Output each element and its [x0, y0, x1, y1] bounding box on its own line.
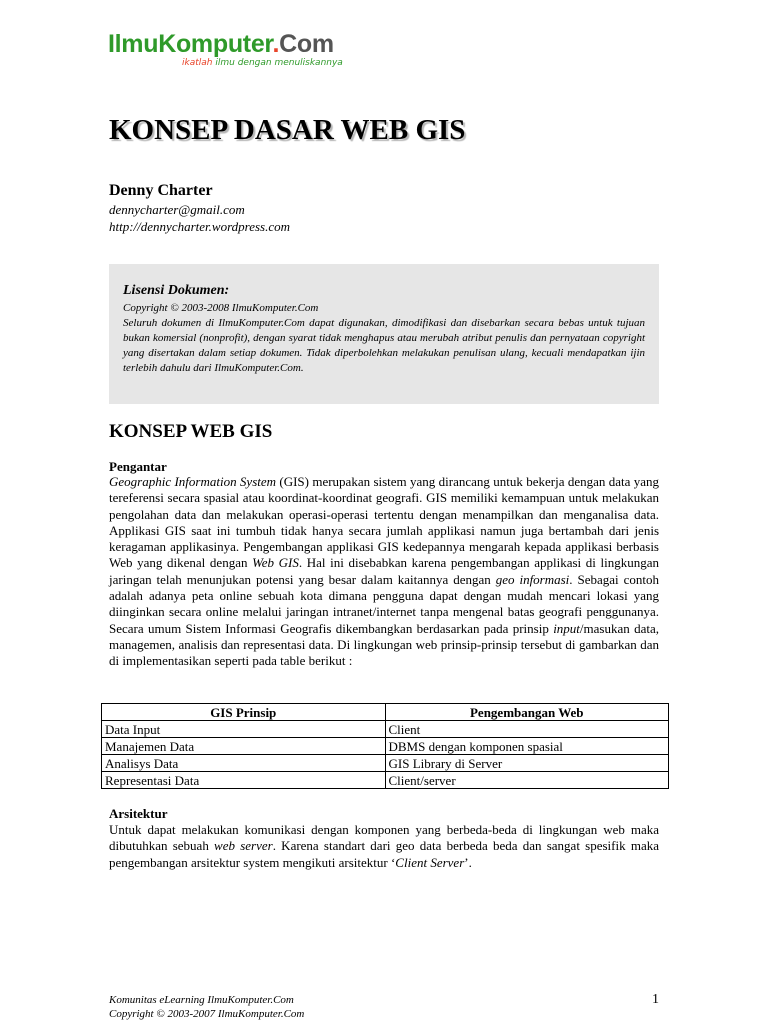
gis-prinsip-table	[101, 703, 669, 789]
site-logo	[108, 28, 343, 68]
footer-community: Komunitas eLearning IlmuKomputer.Com	[109, 994, 294, 1006]
author-name: Denny Charter	[109, 182, 213, 199]
pengantar-heading: Pengantar	[109, 459, 167, 474]
table-cell: GIS Library di Server	[385, 755, 669, 772]
footer-copyright: Copyright © 2003-2007 IlmuKomputer.Com	[109, 1008, 305, 1020]
table-cell: DBMS dengan komponen spasial	[385, 738, 669, 755]
table-row	[102, 755, 669, 772]
arsitektur-paragraph: Untuk dapat melakukan komunikasi dengan komponen yang berbeda-beda di lingkungan web maka dibutuhkan sebuah web server. Karena standart dari geo data berbeda beda dan sangat spesifik maka pengembangan arsitektur system mengikuti arsitektur ‘Client Server’.	[109, 822, 659, 870]
arsitektur-heading: Arsitektur	[109, 806, 168, 821]
table-cell: Manajemen Data	[102, 738, 386, 755]
table-row	[102, 772, 669, 789]
gis-term: Geographic Information System	[109, 474, 277, 489]
table-cell: Representasi Data	[102, 772, 386, 789]
logo-tagline: ikatlah ilmu dengan menuliskannya	[182, 58, 343, 68]
table-row	[102, 738, 669, 755]
webgis-term: Web GIS	[252, 555, 299, 571]
table-cell: Data Input	[102, 721, 386, 738]
table-cell: Client/server	[385, 772, 669, 789]
web-server-term: web server	[214, 838, 273, 854]
pengantar-paragraph: Geographic Information System (GIS) merupakan sistem yang dirancang untuk bekerja dengan data yang tereferensi secara spasial atau koordinat-koordinat geografi. GIS memiliki kemampuan untuk melakukan pengolahan data dan melakukan operasi-operasi tertentu dengan menampilkan dan menganalisa data. Applikasi GIS saat ini tumbuh tidak hanya secara jumlah applikasi namun juga bertambah dari jenis keragaman applikasinya. Pengembangan applikasi GIS kedepannya mengarah kepada applikasi berbasis Web yang dikenal dengan Web GIS. Hal ini disebabkan karena pengembangan applikasi di lingkungan jaringan telah menunjukan potensi yang besar dalam kaitannya dengan geo informasi. Sebagai contoh adalah adanya peta online sebuah kota dimana pengguna dapat dengan mudah mencari lokasi yang diinginkan secara online melalui jaringan intranet/internet tanpa mengenal batas geografi penggunanya. Secara umum Sistem Informasi Geografis dikembangkan berdasarkan pada prinsip input/masukan data, managemen, analisis dan representasi data. Di lingkungan web prinsip-prinsip tersebut di gambarkan dan di implementasikan seperti pada table berikut :	[109, 474, 659, 669]
logo-wordmark: IlmuKomputer.Com	[108, 30, 334, 58]
license-box	[109, 264, 659, 404]
table-header-row	[102, 704, 669, 721]
license-copyright: Copyright © 2003-2008 IlmuKomputer.Com	[123, 302, 319, 314]
license-text: Seluruh dokumen di IlmuKomputer.Com dapat digunakan, dimodifikasi dan disebarkan secara bebas untuk tujuan bukan komersial (nonprofit), dengan syarat tidak menghapus atau merubah atribut penulis dan pernyataan copyright yang disertakan dalam setiap dokumen. Tidak diperbolehkan melakukan penulisan ulang, kecuali mendapatkan ijin terlebih dahulu dari IlmuKomputer.Com.	[123, 317, 645, 374]
header-pengembangan-web: Pengembangan Web	[385, 704, 669, 721]
page-number: 1	[652, 992, 659, 1007]
author-email[interactable]: dennycharter@gmail.com	[109, 202, 245, 217]
header-gis-prinsip: GIS Prinsip	[102, 704, 386, 721]
table-cell: Analisys Data	[102, 755, 386, 772]
document-title: KONSEP DASAR WEB GIS	[109, 114, 466, 146]
license-title: Lisensi Dokumen:	[123, 283, 230, 298]
input-term: input	[553, 620, 580, 636]
author-website[interactable]: http://dennycharter.wordpress.com	[109, 219, 291, 234]
section-title: KONSEP WEB GIS	[109, 421, 273, 442]
table-cell: Client	[385, 721, 669, 738]
table-row	[102, 721, 669, 738]
page-footer	[109, 993, 304, 1021]
client-server-term: Client Server	[395, 854, 465, 870]
geo-informasi-term: geo informasi	[495, 571, 570, 587]
